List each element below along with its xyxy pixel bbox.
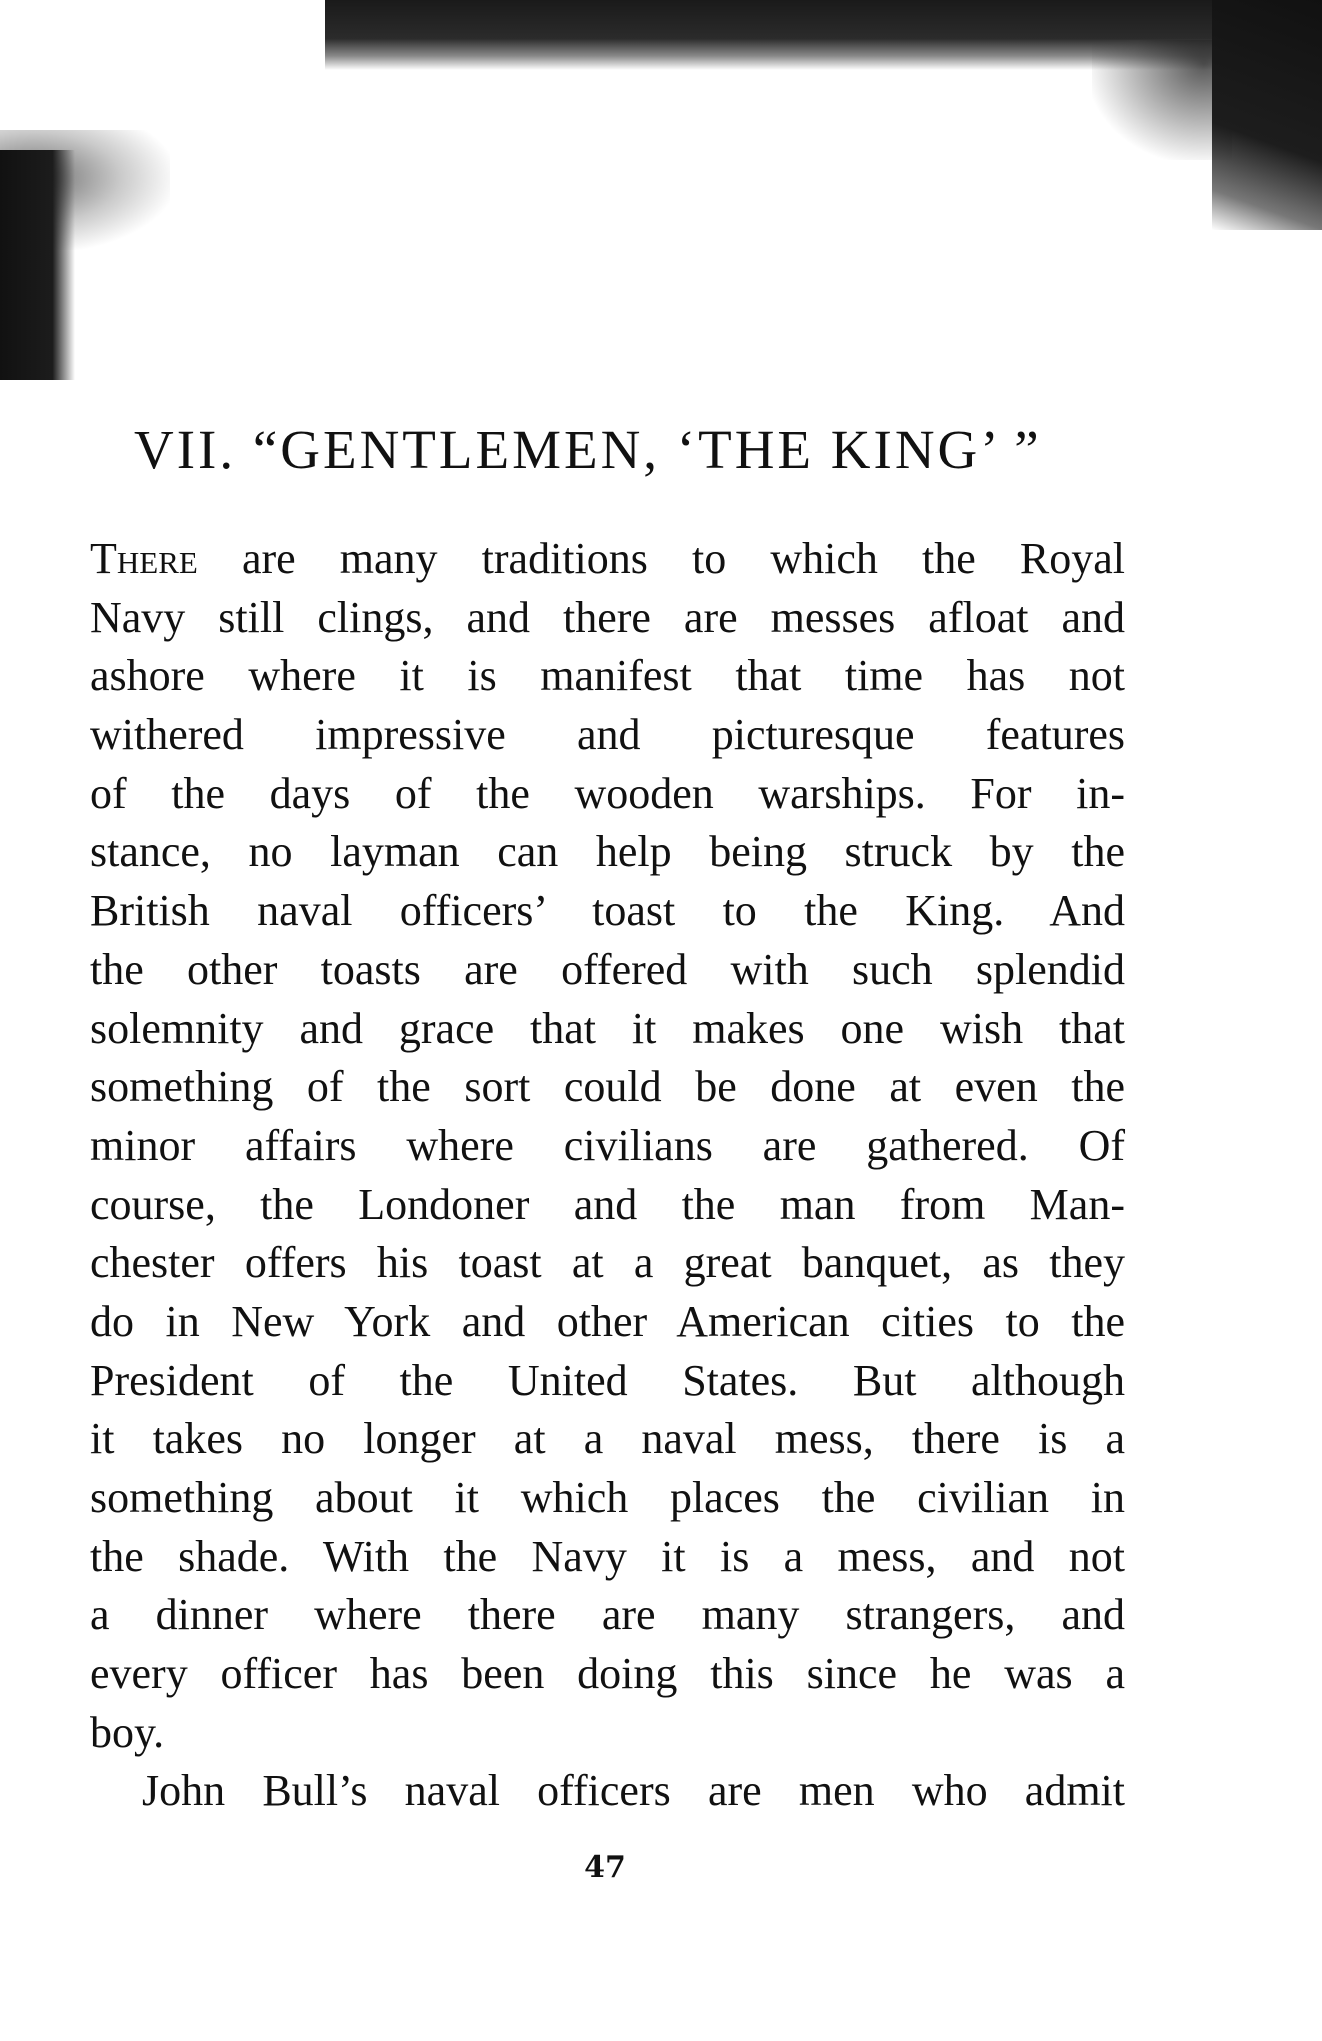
text-line: withered impressive and picturesque features: [90, 710, 1125, 760]
text-line: course, the Londoner and the man from Man-: [90, 1179, 1125, 1229]
text-line: ashore where it is manifest that time has not: [90, 651, 1125, 701]
text-line: President of the United States. But although: [90, 1355, 1125, 1405]
chapter-title: VII. “GENTLEMEN, ‘THE KING’ ”: [134, 419, 1042, 480]
text-line: solemnity and grace that it makes one wish that: [90, 1003, 1125, 1053]
text-line: minor affairs where civilians are gathered. Of: [90, 1120, 1125, 1170]
text-line: boy.: [90, 1707, 165, 1757]
drop-word: There: [90, 534, 198, 583]
scan-edge-top-right-fade: [1092, 40, 1232, 160]
text-line: British naval officers’ toast to the King. And: [90, 886, 1125, 936]
text-line: every officer has been doing this since he was a: [90, 1649, 1125, 1699]
text-line: the other toasts are offered with such splendid: [90, 944, 1125, 994]
scan-edge-top-right: [1212, 0, 1322, 230]
text-line: a dinner where there are many strangers, and: [90, 1590, 1125, 1640]
text-line: John Bull’s naval officers are men who admit: [142, 1766, 1125, 1816]
page-number: 47: [584, 1850, 626, 1885]
scan-edge-top: [325, 0, 1225, 70]
body-text: [90, 530, 1125, 1821]
scan-edge-left: [0, 150, 75, 380]
text-line: Navy still clings, and there are messes afloat and: [90, 592, 1125, 642]
text-line: it takes no longer at a naval mess, there is a: [90, 1414, 1125, 1464]
text-line: the shade. With the Navy it is a mess, and not: [90, 1531, 1125, 1581]
text-line: There are many traditions to which the Royal: [90, 534, 1125, 583]
text-line: chester offers his toast at a great banquet, as they: [90, 1238, 1125, 1288]
text-line: do in New York and other American cities to the: [90, 1296, 1125, 1346]
text-line: stance, no layman can help being struck by the: [90, 827, 1125, 877]
text-line: something about it which places the civilian in: [90, 1473, 1125, 1522]
text-line: something of the sort could be done at even the: [90, 1062, 1125, 1112]
text-line: of the days of the wooden warships. For in-: [90, 768, 1125, 818]
